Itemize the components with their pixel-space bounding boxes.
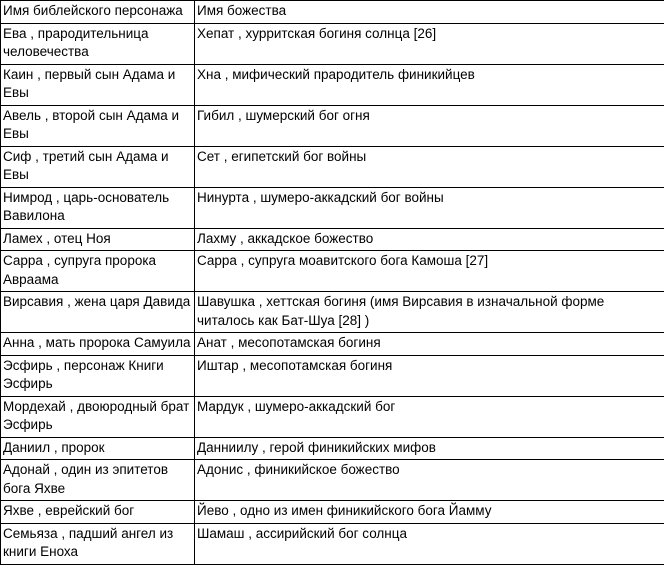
table-row [1, 23, 664, 64]
table-row [1, 437, 664, 460]
table-row [1, 460, 664, 501]
bible-character-cell: Адонай , один из эпитетов бога Яхве [1, 460, 195, 501]
table-row [1, 396, 664, 437]
table-row [1, 228, 664, 251]
table-row [1, 187, 664, 228]
deity-cell: Иштар , месопотамская богиня [195, 355, 664, 396]
bible-character-cell: Семьяза , падший ангел из книги Еноха [1, 523, 195, 564]
bible-character-cell: Вирсавия , жена царя Давида [1, 292, 195, 333]
bible-character-cell: Каин , первый сын Адама и Евы [1, 64, 195, 105]
bible-character-cell: Нимрод , царь-основатель Вавилона [1, 187, 195, 228]
column-header-bible-name: Имя библейского персонажа [1, 1, 195, 24]
bible-character-cell: Яхве , еврейский бог [1, 501, 195, 524]
deity-cell: Лахму , аккадское божество [195, 228, 664, 251]
bible-character-cell: Эсфирь , персонаж Книги Эсфирь [1, 355, 195, 396]
table-row [1, 501, 664, 524]
bible-character-cell: Ева , прародительница человечества [1, 23, 195, 64]
table-row [1, 292, 664, 333]
column-header-deity-name: Имя божества [195, 1, 664, 24]
deity-cell: Йево , одно из имен финикийского бога Йамму [195, 501, 664, 524]
bible-character-cell: Сарра , супруга пророка Авраама [1, 251, 195, 292]
deity-cell: Нинурта , шумеро-аккадский бог войны [195, 187, 664, 228]
bible-character-cell: Даниил , пророк [1, 437, 195, 460]
deity-cell: Хна , мифический прародитель финикийцев [195, 64, 664, 105]
deity-cell: Адонис , финикийское божество [195, 460, 664, 501]
deity-cell: Сарра , супруга моавитского бога Камоша [27] [195, 251, 664, 292]
deity-cell: Сет , египетский бог войны [195, 146, 664, 187]
header-row [1, 1, 664, 24]
table-row [1, 355, 664, 396]
table-row [1, 146, 664, 187]
deity-cell: Анат , месопотамская богиня [195, 333, 664, 356]
bible-character-cell: Ламех , отец Ноя [1, 228, 195, 251]
bible-character-cell: Анна , мать пророка Самуила [1, 333, 195, 356]
table-row [1, 105, 664, 146]
deity-cell: Гибил , шумерский бог огня [195, 105, 664, 146]
deity-cell: Мардук , шумеро-аккадский бог [195, 396, 664, 437]
table-row [1, 64, 664, 105]
deity-cell: Шамаш , ассирийский бог солнца [195, 523, 664, 564]
deity-cell: Хепат , хурритская богиня солнца [26] [195, 23, 664, 64]
table-body [1, 23, 664, 564]
table-row [1, 333, 664, 356]
bible-character-cell: Авель , второй сын Адама и Евы [1, 105, 195, 146]
table-row [1, 251, 664, 292]
bible-character-cell: Мордехай , двоюродный брат Эсфирь [1, 396, 195, 437]
deity-cell: Шавушка , хеттская богиня (имя Вирсавия в изначальной форме читалось как Бат-Шуа [28] ) [195, 292, 664, 333]
table-row [1, 523, 664, 564]
bible-character-cell: Сиф , третий сын Адама и Евы [1, 146, 195, 187]
deity-cell: Данниилу , герой финикийских мифов [195, 437, 664, 460]
